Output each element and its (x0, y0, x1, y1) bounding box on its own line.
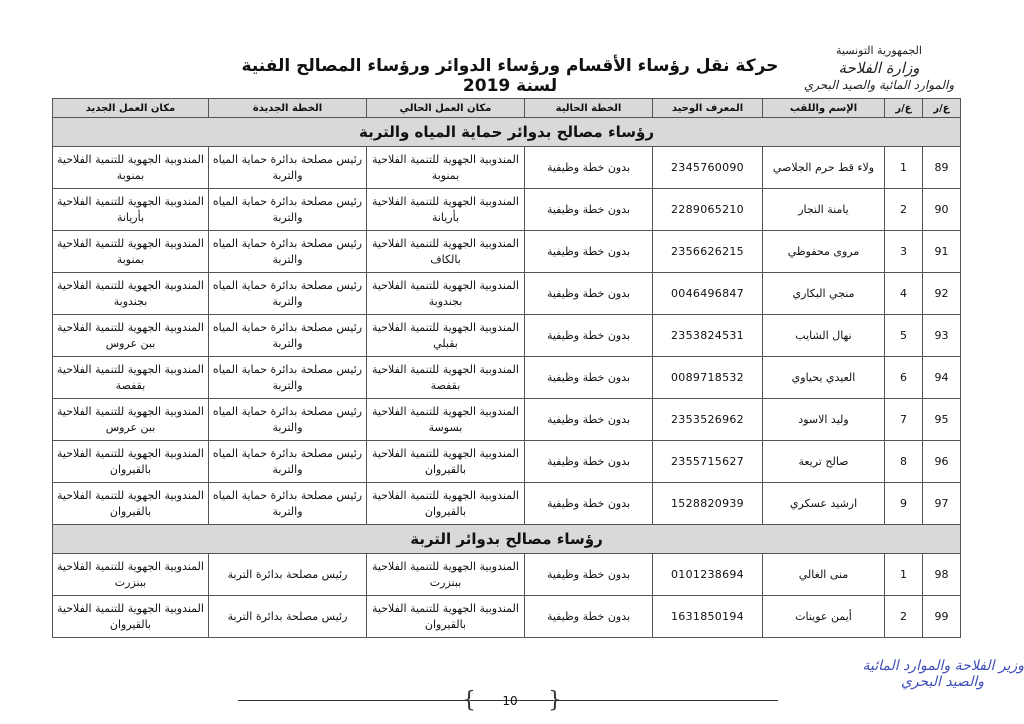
row-name: العيدي يحياوي (763, 357, 885, 399)
table-row (53, 357, 961, 399)
row-current-place: المندوبية الجهوية للتنمية الفلاحية بمنوبة (367, 147, 525, 189)
table-header-row (53, 99, 961, 118)
table-row (53, 596, 961, 638)
minister-stamp (812, 658, 1024, 690)
row-current-place: المندوبية الجهوية للتنمية الفلاحية ببنزرت (367, 554, 525, 596)
col-header-seq: ع/ر (923, 99, 961, 118)
row-seq: 98 (923, 554, 961, 596)
row-new-place: المندوبية الجهوية للتنمية الفلاحية ببن عروس (53, 315, 209, 357)
section-header-water-soil (53, 118, 961, 147)
page-number: 10 (502, 694, 518, 708)
row-seq: 97 (923, 483, 961, 525)
row-seq: 94 (923, 357, 961, 399)
row-seq: 92 (923, 273, 961, 315)
row-sub: 1 (885, 147, 923, 189)
row-name: وليد الاسود (763, 399, 885, 441)
ministry-header (794, 44, 964, 92)
republic-label: الجمهورية التونسية (836, 44, 922, 57)
ministry-subname: والموارد المائية والصيد البحري (803, 78, 955, 92)
row-new-plan: رئيس مصلحة بدائرة حماية المياه والتربة (209, 189, 367, 231)
row-seq: 96 (923, 441, 961, 483)
table-row (53, 483, 961, 525)
document-title: حركة نقل رؤساء الأقسام ورؤساء الدوائر ورؤساء المصالح الفنية لسنة 2019 (241, 56, 779, 96)
row-current-place: المندوبية الجهوية للتنمية الفلاحية بقبلي (367, 315, 525, 357)
row-name: ارشيد عسكري (763, 483, 885, 525)
row-id: 2356626215 (653, 231, 763, 273)
row-current-place: المندوبية الجهوية للتنمية الفلاحية بالكاف (367, 231, 525, 273)
row-current-plan: بدون خطة وظيفية (525, 441, 653, 483)
row-current-plan: بدون خطة وظيفية (525, 399, 653, 441)
row-new-plan: رئيس مصلحة بدائرة حماية المياه والتربة (209, 441, 367, 483)
col-header-name: الإسم واللقب (763, 99, 885, 118)
stamp-line-2: والصيد البحري (900, 674, 984, 690)
row-current-plan: بدون خطة وظيفية (525, 147, 653, 189)
row-name: يامنة النجار (763, 189, 885, 231)
row-current-plan: بدون خطة وظيفية (525, 554, 653, 596)
row-new-place: المندوبية الجهوية للتنمية الفلاحية بقفصة (53, 357, 209, 399)
table-row (53, 554, 961, 596)
row-id: 0101238694 (653, 554, 763, 596)
row-name: مروى محفوظي (763, 231, 885, 273)
row-current-plan: بدون خطة وظيفية (525, 357, 653, 399)
row-name: منجي البكاري (763, 273, 885, 315)
transfer-table (52, 98, 961, 638)
col-header-current-place: مكان العمل الحالي (367, 99, 525, 118)
row-current-place: المندوبية الجهوية للتنمية الفلاحية بقفصة (367, 357, 525, 399)
row-sub: 1 (885, 554, 923, 596)
row-current-place: المندوبية الجهوية للتنمية الفلاحية بأريانة (367, 189, 525, 231)
row-sub: 3 (885, 231, 923, 273)
row-new-plan: رئيس مصلحة بدائرة حماية المياه والتربة (209, 315, 367, 357)
row-id: 2353824531 (653, 315, 763, 357)
row-current-place: المندوبية الجهوية للتنمية الفلاحية بسوسة (367, 399, 525, 441)
row-id: 1528820939 (653, 483, 763, 525)
col-header-new-place: مكان العمل الجديد (53, 99, 209, 118)
row-new-plan: رئيس مصلحة بدائرة حماية المياه والتربة (209, 399, 367, 441)
row-current-place: المندوبية الجهوية للتنمية الفلاحية بالقيروان (367, 483, 525, 525)
section-header-soil (53, 525, 961, 554)
row-id: 0046496847 (653, 273, 763, 315)
row-current-plan: بدون خطة وظيفية (525, 596, 653, 638)
row-seq: 89 (923, 147, 961, 189)
row-new-place: المندوبية الجهوية للتنمية الفلاحية ببنزرت (53, 554, 209, 596)
ministry-name: وزارة الفلاحة (838, 59, 920, 77)
row-current-place: المندوبية الجهوية للتنمية الفلاحية بالقيروان (367, 441, 525, 483)
row-new-plan: رئيس مصلحة بدائرة حماية المياه والتربة (209, 273, 367, 315)
row-new-plan: رئيس مصلحة بدائرة حماية المياه والتربة (209, 147, 367, 189)
row-current-plan: بدون خطة وظيفية (525, 273, 653, 315)
row-id: 2355715627 (653, 441, 763, 483)
row-id: 2289065210 (653, 189, 763, 231)
row-sub: 6 (885, 357, 923, 399)
table-row (53, 315, 961, 357)
table-row (53, 189, 961, 231)
row-name: نهال الشايب (763, 315, 885, 357)
row-current-plan: بدون خطة وظيفية (525, 315, 653, 357)
page-bracket-right: } (548, 688, 562, 713)
table-row (53, 231, 961, 273)
row-current-place: المندوبية الجهوية للتنمية الفلاحية بالقيروان (367, 596, 525, 638)
row-new-place: المندوبية الجهوية للتنمية الفلاحية بجندوبة (53, 273, 209, 315)
row-new-place: المندوبية الجهوية للتنمية الفلاحية بالقيروان (53, 483, 209, 525)
row-sub: 9 (885, 483, 923, 525)
row-new-place: المندوبية الجهوية للتنمية الفلاحية ببن عروس (53, 399, 209, 441)
col-header-new-plan: الخطة الجديدة (209, 99, 367, 118)
table-row (53, 441, 961, 483)
col-header-id: المعرف الوحيد (653, 99, 763, 118)
row-id: 1631850194 (653, 596, 763, 638)
stamp-line-1: وزير الفلاحة والموارد المائية (862, 658, 1024, 674)
row-sub: 7 (885, 399, 923, 441)
row-new-place: المندوبية الجهوية للتنمية الفلاحية بأريانة (53, 189, 209, 231)
row-sub: 2 (885, 596, 923, 638)
row-sub: 4 (885, 273, 923, 315)
row-seq: 93 (923, 315, 961, 357)
table-row (53, 273, 961, 315)
row-sub: 5 (885, 315, 923, 357)
row-new-place: المندوبية الجهوية للتنمية الفلاحية بمنوبة (53, 147, 209, 189)
row-name: منى الغالي (763, 554, 885, 596)
row-seq: 99 (923, 596, 961, 638)
row-new-place: المندوبية الجهوية للتنمية الفلاحية بمنوبة (53, 231, 209, 273)
row-current-place: المندوبية الجهوية للتنمية الفلاحية بجندوبة (367, 273, 525, 315)
row-current-plan: بدون خطة وظيفية (525, 231, 653, 273)
page-bracket-left: { (462, 688, 476, 713)
row-id: 2353526962 (653, 399, 763, 441)
row-new-plan: رئيس مصلحة بدائرة حماية المياه والتربة (209, 483, 367, 525)
row-name: أيمن عوينات (763, 596, 885, 638)
row-id: 0089718532 (653, 357, 763, 399)
row-name: صالح تريعة (763, 441, 885, 483)
row-new-plan: رئيس مصلحة بدائرة حماية المياه والتربة (209, 231, 367, 273)
row-new-place: المندوبية الجهوية للتنمية الفلاحية بالقيروان (53, 596, 209, 638)
section-title: رؤساء مصالح بدوائر التربة (53, 525, 961, 554)
row-new-plan: رئيس مصلحة بدائرة حماية المياه والتربة (209, 357, 367, 399)
row-seq: 91 (923, 231, 961, 273)
row-sub: 8 (885, 441, 923, 483)
table-row (53, 147, 961, 189)
row-id: 2345760090 (653, 147, 763, 189)
row-new-plan: رئيس مصلحة بدائرة التربة (209, 554, 367, 596)
table-row (53, 399, 961, 441)
row-name: ولاء قط حرم الجلاصي (763, 147, 885, 189)
row-new-place: المندوبية الجهوية للتنمية الفلاحية بالقيروان (53, 441, 209, 483)
section-title: رؤساء مصالح بدوائر حماية المياه والتربة (53, 118, 961, 147)
row-new-plan: رئيس مصلحة بدائرة التربة (209, 596, 367, 638)
col-header-sub: ع/ر (885, 99, 923, 118)
row-current-plan: بدون خطة وظيفية (525, 189, 653, 231)
col-header-current-plan: الخطة الحالية (525, 99, 653, 118)
row-sub: 2 (885, 189, 923, 231)
row-seq: 95 (923, 399, 961, 441)
row-seq: 90 (923, 189, 961, 231)
row-current-plan: بدون خطة وظيفية (525, 483, 653, 525)
